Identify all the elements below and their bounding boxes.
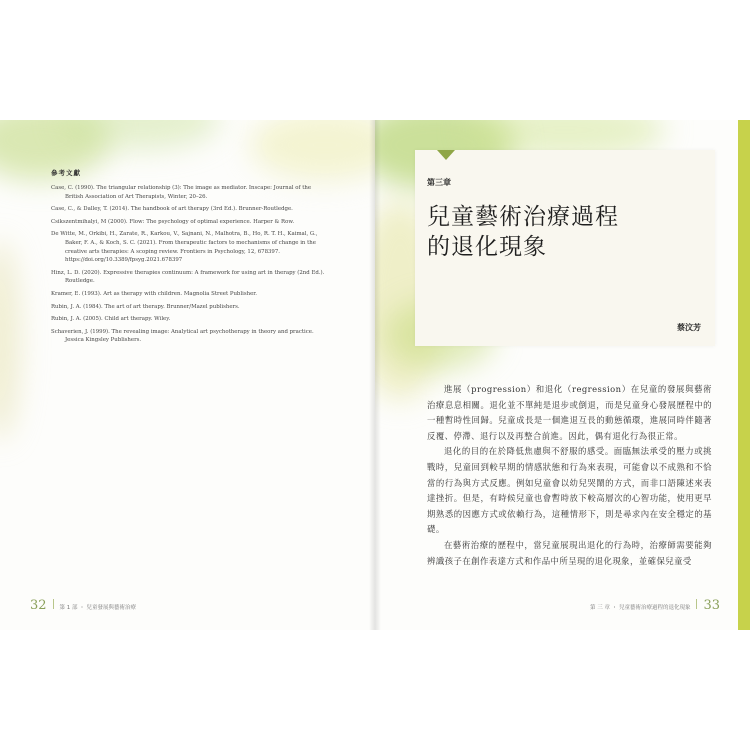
- book-gutter: [369, 120, 381, 630]
- running-head: 第 三 章 ・ 兒童藝術治療過程的退化現象: [589, 605, 691, 611]
- running-head: 第 1 部 ・ 兒童發展與藝術治療: [59, 605, 137, 611]
- watercolor-splash: [250, 120, 375, 180]
- reference-item: Schaverien, J. (1999). The revealing image: Analytical art psychotherapy in theory and practice. Jessica Kingsley Publishers.: [51, 328, 314, 344]
- reference-item: Case, C. (1990). The triangular relationship (3): The image as mediator. Inscape: Journal of the British Association of Art Therapists, Winter, 20–26.: [51, 185, 312, 200]
- watercolor-splash: [0, 240, 20, 440]
- reference-item: Csikszentmihalyi, M (2000). Flow: The psychology of optimal experience. Harper & Row.: [51, 218, 295, 225]
- folio-divider: [696, 599, 697, 609]
- reference-item: Case, C., & Dalley, T. (2014). The handbook of art therapy (3rd Ed.). Brunner-Routledge.: [51, 206, 293, 213]
- reference-item: De Witte, M., Orkibi, H., Zarate, R., Karkou, V., Sajnani, N., Malhotra, B., Ho, R. T. H., Kaimal, G., Baker, F. A., & Koch, S. C. (2021). From therapeutic factors to mechanisms of change in the creative arts therapies: A scoping review. Frontiers in Psychology, 12, 678397. https://doi.org/10.3389/fpsyg.2021.678397: [51, 231, 318, 264]
- chapter-label: 第三章: [427, 178, 451, 187]
- right-folio: [590, 598, 720, 613]
- reference-item: Hinz, L. D. (2020). Expressive therapies continuum: A framework for using art in therapy (2nd Ed.). Routledge.: [51, 269, 325, 285]
- references-heading: 參考文獻: [51, 169, 81, 177]
- book-spread: [0, 120, 750, 630]
- chapter-title-box: [415, 150, 715, 346]
- author-name: 蔡汶芳: [677, 323, 701, 332]
- paragraph: 退化的目的在於降低焦慮與不舒服的感受。面臨無法承受的壓力或挑戰時，兒童回到較早期的情感狀態和行為來表現，可能會以不成熟和不恰當的行為與方式反應。例如兒童會以幼兒哭鬧的方式，而非口語陳述來表達挫折。但是，有時候兒童也會暫時放下較高層次的心智功能，使用更早期熟悉的因應方式或依賴行為，這種情形下，則是尋求內在安全穩定的基礎。: [427, 446, 712, 535]
- folio-divider: [53, 599, 54, 609]
- paragraph: 在藝術治療的歷程中，當兒童展現出退化的行為時，治療師需要能夠辨識孩子在創作表達方式和作品中所呈現的退化現象，並確保兒童受: [427, 539, 712, 566]
- chapter-title: [427, 202, 619, 262]
- triangle-marker-icon: [437, 150, 455, 160]
- body-text: [427, 382, 712, 569]
- reference-item: Rubin, J. A. (2005). Child art therapy. Wiley.: [51, 316, 171, 323]
- chapter-title-line: 的退化現象: [427, 234, 547, 260]
- left-page: [0, 120, 375, 630]
- references-list: [51, 184, 326, 349]
- left-folio: [30, 598, 136, 613]
- paragraph: 進展（progression）和退化（regression）在兒童的發展與藝術治療息息相關。退化並不單純是退步或倒退，而是兒童身心發展歷程中的一種暫時性回歸。兒童成長是一個進退互長的動態循環，進展同時伴隨著反覆、停滯、退行以及再整合前進。因此，偶有退化行為很正常。: [427, 384, 712, 441]
- edge-color-bar: [738, 120, 750, 630]
- right-page: [375, 120, 750, 630]
- reference-item: Rubin, J. A. (1984). The art of art therapy. Brunner/Mazel publishers.: [51, 303, 240, 310]
- chapter-title-line: 兒童藝術治療過程: [427, 204, 619, 230]
- reference-item: Kramer, E. (1993). Art as therapy with children. Magnolia Street Publisher.: [51, 290, 257, 297]
- page-number: 32: [30, 598, 47, 613]
- page-number: 33: [703, 598, 720, 613]
